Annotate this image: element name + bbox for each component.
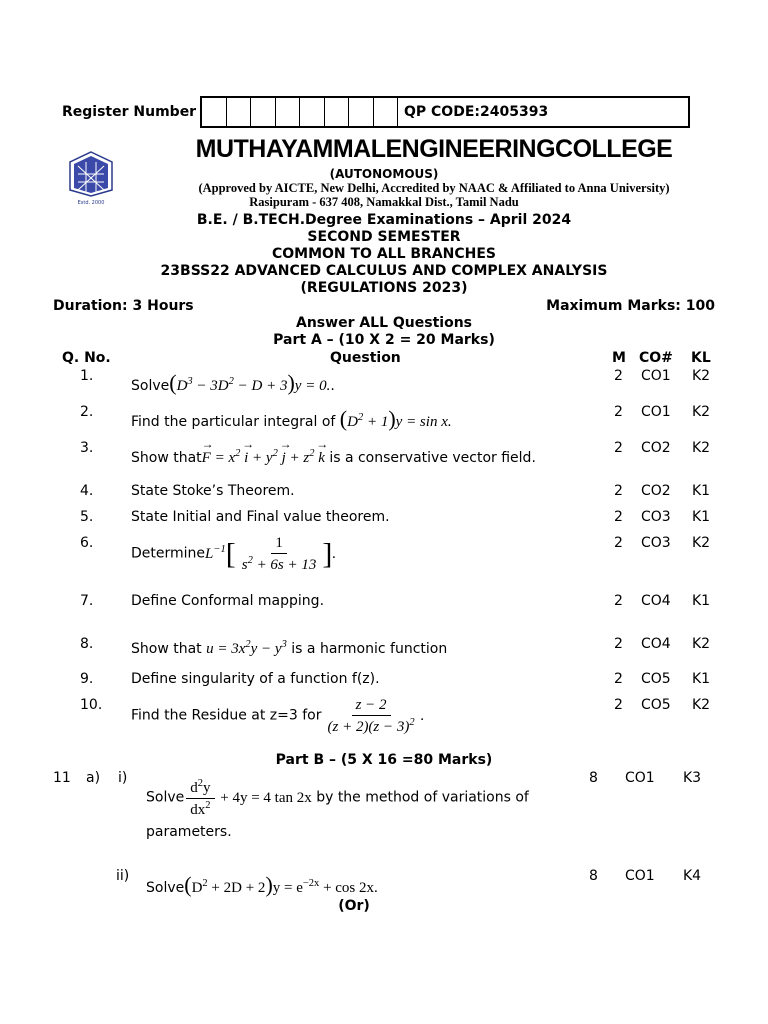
exam-semester: SECOND SEMESTER bbox=[307, 229, 461, 245]
question-co: CO1 bbox=[641, 368, 671, 384]
register-digit-cell[interactable] bbox=[227, 98, 252, 126]
question-number: 6. bbox=[80, 535, 94, 551]
question-co: CO3 bbox=[641, 509, 671, 525]
question-text bbox=[131, 370, 335, 396]
question-co: CO2 bbox=[641, 483, 671, 499]
exam-duration: Duration: 3 Hours bbox=[53, 298, 194, 314]
question-marks: 2 bbox=[614, 636, 623, 652]
question-lead: Find the Residue at z=3 for bbox=[131, 707, 322, 724]
question-kl: K2 bbox=[692, 368, 711, 384]
math-expression: $(D^2 + 2D + 2)y = e^{-2x} + \cos 2x$. bbox=[184, 872, 378, 897]
question-marks: 2 bbox=[614, 535, 623, 551]
question-kl: K3 bbox=[683, 770, 702, 786]
question-text: State Stoke’s Theorem. bbox=[131, 483, 295, 499]
exam-max-marks: Maximum Marks: 100 bbox=[546, 298, 715, 314]
question-lead: Show that bbox=[131, 641, 202, 657]
question-text bbox=[146, 778, 529, 819]
question-kl: K1 bbox=[692, 509, 711, 525]
question-marks: 8 bbox=[589, 770, 598, 786]
qp-code: QP CODE:2405393 bbox=[404, 104, 549, 120]
question-kl: K2 bbox=[692, 697, 711, 713]
question-tail: . bbox=[330, 378, 335, 394]
exam-branches: COMMON TO ALL BRANCHES bbox=[271, 246, 497, 262]
logo-estd-text: Estd. 2000 bbox=[77, 200, 105, 206]
question-kl: K2 bbox=[692, 404, 711, 420]
question-tail: is a conservative vector field. bbox=[324, 450, 536, 466]
college-logo bbox=[68, 150, 114, 206]
question-row bbox=[0, 368, 768, 398]
sub-question-label: ii) bbox=[116, 868, 130, 884]
college-name: MUTHAYAMMALENGINEERINGCOLLEGE bbox=[195, 135, 673, 163]
question-co: CO3 bbox=[641, 535, 671, 551]
question-marks: 2 bbox=[614, 593, 623, 609]
question-lead: Determine bbox=[131, 545, 206, 562]
question-lead: Find the particular integral of bbox=[131, 414, 336, 430]
question-marks: 8 bbox=[589, 868, 598, 884]
question-text bbox=[146, 872, 378, 898]
question-marks: 2 bbox=[614, 440, 623, 456]
college-address: Rasipuram - 637 408, Namakkal Dist., Tamil Nadu bbox=[249, 195, 519, 209]
question-text: Define Conformal mapping. bbox=[131, 593, 325, 609]
question-tail: is a harmonic function bbox=[286, 641, 448, 657]
question-number: 5. bbox=[80, 509, 94, 525]
question-marks: 2 bbox=[614, 671, 623, 687]
math-expression: $(D^3 - 3D^2 - D + 3)y = 0$. bbox=[169, 370, 331, 395]
question-kl: K1 bbox=[692, 483, 711, 499]
exam-instruction: Answer ALL Questions bbox=[296, 315, 472, 331]
header-co: CO# bbox=[639, 350, 673, 366]
question-part: a) bbox=[86, 770, 101, 786]
question-number: 8. bbox=[80, 636, 94, 652]
question-number: 3. bbox=[80, 440, 94, 456]
question-co: CO1 bbox=[625, 770, 655, 786]
college-autonomous: (AUTONOMOUS) bbox=[329, 167, 439, 181]
sub-question-label: i) bbox=[118, 770, 128, 786]
question-kl: K4 bbox=[683, 868, 702, 884]
question-number: 1. bbox=[80, 368, 94, 384]
question-text bbox=[131, 535, 336, 574]
question-co: CO4 bbox=[641, 636, 671, 652]
question-text: Define singularity of a function f(z). bbox=[131, 671, 380, 687]
header-question: Question bbox=[330, 350, 401, 366]
question-number: 11 bbox=[53, 770, 71, 786]
math-expression: $\frac{z - 2}{(z + 2)(z - 3)^2}$ . bbox=[327, 697, 425, 735]
question-marks: 2 bbox=[614, 483, 623, 499]
question-lead: Show that bbox=[131, 450, 202, 466]
question-kl: K2 bbox=[692, 535, 711, 551]
question-marks: 2 bbox=[614, 509, 623, 525]
question-co: CO1 bbox=[641, 404, 671, 420]
register-digit-cell[interactable] bbox=[349, 98, 374, 126]
exam-regulations: (REGULATIONS 2023) bbox=[300, 280, 468, 296]
math-expression: F → = $x^2$ i → + $y^2$ j → + $z^2$ k → bbox=[201, 437, 329, 466]
math-expression: $u = 3x^2y - y^3$ bbox=[206, 639, 287, 657]
register-digit-cell[interactable] bbox=[325, 98, 350, 126]
question-text bbox=[131, 697, 424, 736]
question-kl: K1 bbox=[692, 593, 711, 609]
question-kl: K2 bbox=[692, 636, 711, 652]
header-qno: Q. No. bbox=[62, 350, 111, 366]
register-digit-cell[interactable] bbox=[251, 98, 276, 126]
question-row bbox=[0, 593, 768, 623]
question-marks: 2 bbox=[614, 368, 623, 384]
question-text bbox=[131, 639, 447, 658]
question-row bbox=[0, 535, 768, 573]
question-text bbox=[131, 406, 452, 432]
register-digit-cell[interactable] bbox=[300, 98, 325, 126]
question-kl: K1 bbox=[692, 671, 711, 687]
question-text bbox=[131, 437, 536, 467]
part-b-title: Part B – (5 X 16 =80 Marks) bbox=[275, 752, 493, 768]
register-digit-cell[interactable] bbox=[202, 98, 227, 126]
register-number-label: Register Number bbox=[62, 104, 197, 120]
question-co: CO2 bbox=[641, 440, 671, 456]
question-marks: 2 bbox=[614, 697, 623, 713]
question-text-continued: parameters. bbox=[146, 824, 232, 840]
header-marks: M bbox=[612, 350, 626, 366]
question-row bbox=[0, 636, 768, 666]
question-number: 2. bbox=[80, 404, 94, 420]
register-number-box bbox=[200, 96, 690, 128]
question-co: CO5 bbox=[641, 697, 671, 713]
question-marks: 2 bbox=[614, 404, 623, 420]
exam-degree: B.E. / B.TECH.Degree Examinations – April 2024 bbox=[196, 212, 572, 228]
question-number: 10. bbox=[80, 697, 103, 713]
register-digit-cell[interactable] bbox=[374, 98, 399, 126]
question-number: 7. bbox=[80, 593, 94, 609]
question-lead: Solve bbox=[131, 378, 170, 394]
question-lead: Solve bbox=[146, 789, 185, 806]
math-expression: $\frac{d^2y}{dx^2}$ + 4y = 4 tan 2x bbox=[184, 790, 312, 806]
exam-course: 23BSS22 ADVANCED CALCULUS AND COMPLEX ANALYSIS bbox=[160, 263, 608, 279]
part-a-title: Part A – (10 X 2 = 20 Marks) bbox=[273, 332, 495, 348]
header-kl: KL bbox=[691, 350, 711, 366]
question-row bbox=[0, 404, 768, 434]
question-kl: K2 bbox=[692, 440, 711, 456]
question-number: 9. bbox=[80, 671, 94, 687]
question-co: CO1 bbox=[625, 868, 655, 884]
math-expression: $L^{-1}$[ $\frac{1}{s^2 + 6s + 13}$ ]. bbox=[205, 535, 337, 573]
question-row bbox=[0, 437, 768, 470]
question-tail: by the method of variations of bbox=[311, 789, 529, 806]
question-text: State Initial and Final value theorem. bbox=[131, 509, 390, 525]
register-digit-cell[interactable] bbox=[276, 98, 301, 126]
math-expression: $(D^2 + 1)y = \sin x$. bbox=[339, 406, 452, 431]
question-row bbox=[0, 697, 768, 735]
question-lead: Solve bbox=[146, 880, 185, 896]
question-co: CO5 bbox=[641, 671, 671, 687]
question-number: 4. bbox=[80, 483, 94, 499]
question-co: CO4 bbox=[641, 593, 671, 609]
college-approval: (Approved by AICTE, New Delhi, Accredited by NAAC & Affiliated to Anna University) bbox=[198, 181, 670, 195]
or-separator: (Or) bbox=[338, 898, 370, 914]
